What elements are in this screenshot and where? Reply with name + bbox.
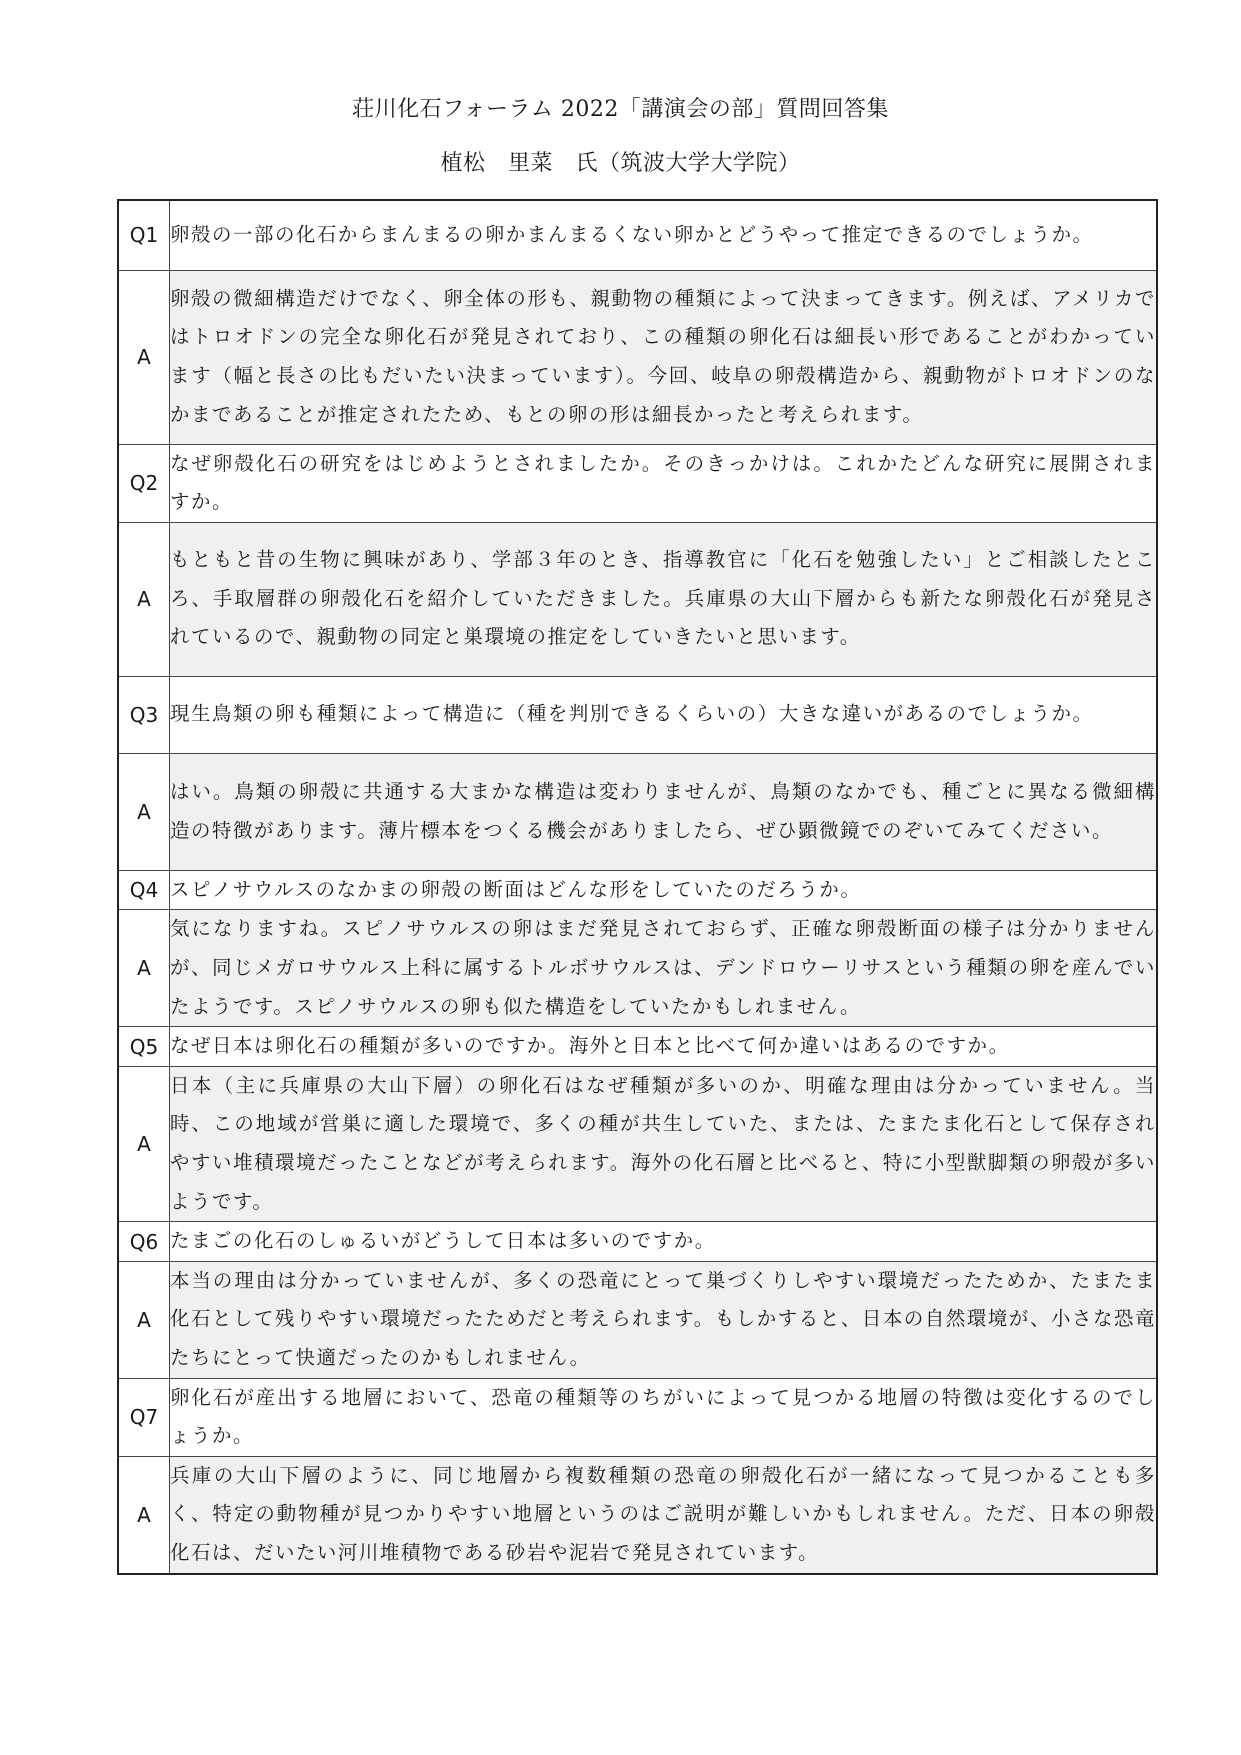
question-text: 卵殻の一部の化石からまんまるの卵かまんまるくない卵かとどうやって推定できるのでしょうか。 xyxy=(170,200,1158,270)
answer-row xyxy=(118,1261,1157,1378)
answer-row xyxy=(118,753,1157,870)
answer-label: A xyxy=(118,522,170,676)
question-label: Q3 xyxy=(118,676,170,753)
answer-label: A xyxy=(118,753,170,870)
answer-text: 気になりますね。スピノサウルスの卵はまだ発見されておらず、正確な卵殻断面の様子は分かりませんが、同じメガロサウルス上科に属するトルボサウルスは、デンドロウーリサスという種類の卵を産んでいたようです。スピノサウルスの卵も似た構造をしていたかもしれません。 xyxy=(170,910,1158,1027)
question-label: Q2 xyxy=(118,444,170,522)
answer-label: A xyxy=(118,1456,170,1573)
answer-row xyxy=(118,270,1157,444)
answer-text: もともと昔の生物に興味があり、学部３年のとき、指導教官に「化石を勉強したい」とご相談したところ、手取層群の卵殻化石を紹介していただきました。兵庫県の大山下層からも新たな卵殻化石が発見されているので、親動物の同定と巣環境の推定をしていきたいと思います。 xyxy=(170,522,1158,676)
question-label: Q6 xyxy=(118,1222,170,1262)
answer-text: 卵殻の微細構造だけでなく、卵全体の形も、親動物の種類によって決まってきます。例えば、アメリカではトロオドンの完全な卵化石が発見されており、この種類の卵化石は細長い形であることがわかっています（幅と長さの比もだいたい決まっています）。今回、岐阜の卵殻構造から、親動物がトロオドンのなかまであることが推定されたため、もとの卵の形は細長かったと考えられます。 xyxy=(170,270,1158,444)
answer-row xyxy=(118,1456,1157,1573)
answer-text: 本当の理由は分かっていませんが、多くの恐竜にとって巣づくりしやすい環境だったためか、たまたま化石として残りやすい環境だったためだと考えられます。もしかすると、日本の自然環境が、小さな恐竜たちにとって快適だったのかもしれません。 xyxy=(170,1261,1158,1378)
question-row xyxy=(118,870,1157,910)
answer-label: A xyxy=(118,270,170,444)
document-title: 荘川化石フォーラム 2022「講演会の部」質問回答集 xyxy=(352,97,889,122)
question-text: なぜ日本は卵化石の種類が多いのですか。海外と日本と比べて何か違いはあるのですか。 xyxy=(170,1027,1158,1067)
question-row xyxy=(118,200,1157,270)
answer-label: A xyxy=(118,1066,170,1221)
question-text: たまごの化石のしゅるいがどうして日本は多いのですか。 xyxy=(170,1222,1158,1262)
question-row xyxy=(118,1378,1157,1456)
answer-label: A xyxy=(118,910,170,1027)
answer-row xyxy=(118,910,1157,1027)
question-row xyxy=(118,1222,1157,1262)
question-text: 卵化石が産出する地層において、恐竜の種類等のちがいによって見つかる地層の特徴は変化するのでしょうか。 xyxy=(170,1378,1158,1456)
question-label: Q5 xyxy=(118,1027,170,1067)
question-text: スピノサウルスのなかまの卵殻の断面はどんな形をしていたのだろうか。 xyxy=(170,870,1158,910)
answer-row xyxy=(118,1066,1157,1221)
answer-text: 兵庫の大山下層のように、同じ地層から複数種類の恐竜の卵殻化石が一緒になって見つかることも多く、特定の動物種が見つかりやすい地層というのはご説明が難しいかもしれません。ただ、日本の卵殻化石は、だいたい河川堆積物である砂岩や泥岩で発見されています。 xyxy=(170,1456,1158,1573)
qa-table xyxy=(117,199,1158,1575)
answer-label: A xyxy=(118,1261,170,1378)
question-label: Q1 xyxy=(118,200,170,270)
question-row xyxy=(118,1027,1157,1067)
question-label: Q7 xyxy=(118,1378,170,1456)
answer-row xyxy=(118,522,1157,676)
answer-text: はい。鳥類の卵殻に共通する大まかな構造は変わりませんが、鳥類のなかでも、種ごとに異なる微細構造の特徴があります。薄片標本をつくる機会がありましたら、ぜひ顕微鏡でのぞいてみてください。 xyxy=(170,753,1158,870)
question-text: 現生鳥類の卵も種類によって構造に（種を判別できるくらいの）大きな違いがあるのでしょうか。 xyxy=(170,676,1158,753)
speaker-line: 植松 里菜 氏（筑波大学大学院） xyxy=(440,151,801,176)
question-row xyxy=(118,676,1157,753)
question-text: なぜ卵殻化石の研究をはじめようとされましたか。そのきっかけは。これかたどんな研究に展開されますか。 xyxy=(170,444,1158,522)
question-row xyxy=(118,444,1157,522)
question-label: Q4 xyxy=(118,870,170,910)
answer-text: 日本（主に兵庫県の大山下層）の卵化石はなぜ種類が多いのか、明確な理由は分かっていません。当時、この地域が営巣に適した環境で、多くの種が共生していた、または、たまたま化石として保存されやすい堆積環境だったことなどが考えられます。海外の化石層と比べると、特に小型獣脚類の卵殻が多いようです。 xyxy=(170,1066,1158,1221)
